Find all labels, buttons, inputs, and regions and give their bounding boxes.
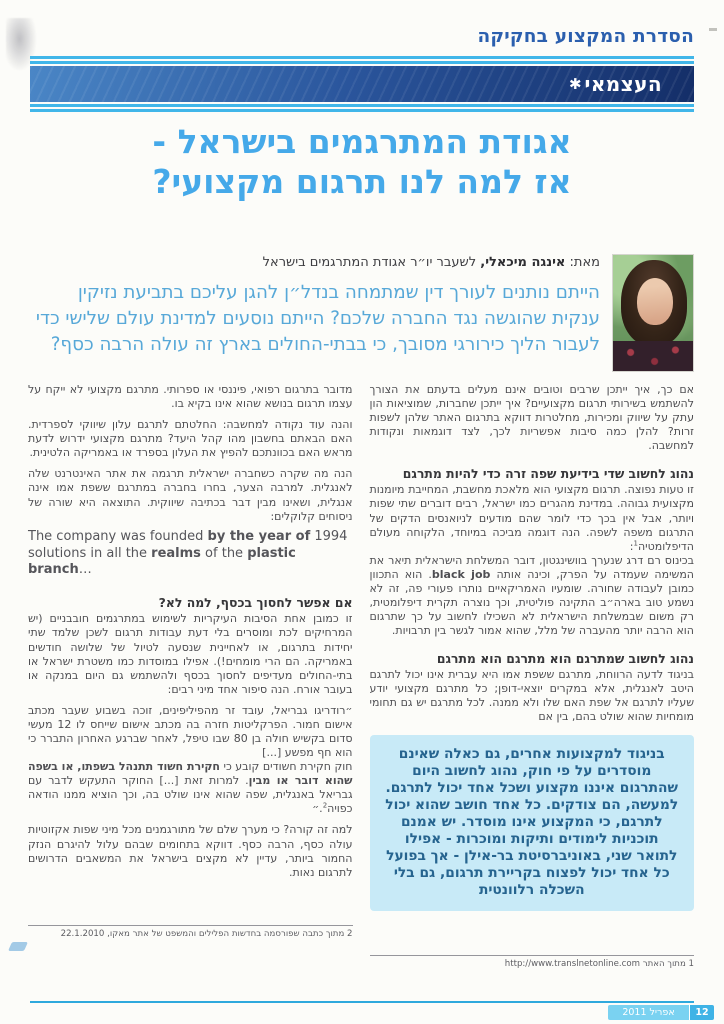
paragraph-colon: :: [629, 539, 634, 553]
footer-separator: [689, 1005, 690, 1020]
scan-mark-left-margin: [8, 942, 28, 951]
article-title-line2: אז למה לנו תרגום מקצועי?: [152, 162, 572, 202]
byline-prefix: מאת:: [569, 255, 600, 270]
subheading-language-knowledge: נהוג לחשוב שדי בידיעת שפה זרה כדי להיות מתרגם: [402, 466, 694, 482]
eng-text: …: [78, 562, 92, 578]
intro-text: [30, 254, 600, 372]
footnote-1: [370, 955, 695, 969]
photo-shirt-shape: [613, 341, 693, 371]
cyan-stripe: [30, 104, 694, 107]
footnote-1-marker: 1: [688, 959, 694, 969]
byline-author-name: אינגה מיכאלי,: [480, 255, 566, 270]
eng-bold: realms: [151, 545, 201, 561]
law-quote-post: . למרות זאת [...] החוקר התעקש לדבר עם גבריאל באנגלית, שפה שהוא אינו שולט בה, וכך הוציא ממנו הודאה כפויה: [28, 774, 353, 816]
eng-bold: by the year of: [207, 528, 311, 544]
body-paragraph: [370, 483, 695, 553]
masthead-banner: [30, 66, 694, 102]
footnote-ref-2: 2: [322, 801, 328, 810]
masthead-title: העצמאי: [584, 72, 662, 96]
body-paragraph-anecdote: [370, 554, 695, 638]
masthead-star-icon: ✱: [568, 74, 582, 93]
footer-bar: [608, 1005, 714, 1020]
body-paragraph: למה זה קורה? כי מערך שלם של מתורגמנים מכל מיני שפות אקזוטיות עולה כסף, הרבה כסף. דווקא בתחומים שבהם עלול להיגרם הנזק החמור ביותר, עדיין לא מקצים בישראל את המשאבים הדרושים לתרגום נאות.: [28, 823, 353, 879]
section-kicker: הסדרת המקצוע בחקיקה: [477, 26, 694, 47]
footnote-2: [28, 925, 353, 939]
body-paragraph: בניגוד לדעה הרווחת, מתרגם ששפת אמו היא עברית אינו יכול לתרגם היטב לאנגלית, אלא במקרים יוצאי-דופן; כל מתרגם מקצועי יודע שעליו לתרגם אל שפת האם שלו ולא ממנה. לכל מתרגם יש גם תחומי מומחיות שהוא שולט בהם, בין אם: [369, 668, 694, 724]
article-intro: [30, 254, 694, 372]
body-paragraph: מדובר בתרגום רפואי, פיננסי או ספרותי. מתרגם מקצועי לא ייקח על עצמו תרגום בנושא שהוא אינו בקיא בו.: [28, 383, 353, 411]
anecdote-bold-term: black job: [431, 567, 491, 581]
cyan-stripe: [30, 109, 694, 112]
english-quote-line2: [28, 546, 296, 578]
body-paragraph: הנה מה שקרה כשחברה ישראלית תרגמה את אתר האינטרנט שלה לאנגלית. למרבה הצער, בחרו בחברה במתרגם ששפת אמו אינה אנגלית, ושאינו מבין דבר בכתיבה שיווקית. התוצאה היא שורה של ניסוחים קלוקלים:: [28, 467, 353, 523]
scan-mark-top-right: [709, 28, 717, 31]
author-photo: [612, 254, 694, 372]
eng-text: of the: [200, 545, 248, 561]
cyan-stripe: [30, 56, 694, 59]
eng-text: 1994: [310, 528, 348, 544]
anecdote-post: . הוא התכוון כמובן לעבודה שחורה. שומעיו האמריקאיים נותרו פעורי פה, זה לא נשמע טוב בארה״ב התקינה פוליטית, וכך נוצרה תקרית דיפלומטית, רק משום שבמשלחת הישראלית לא השכילו לחשוב על כך שתרגום הוא הרבה יותר מהעברה של מלל, שהוא אמור לגשר בין תרבויות.: [369, 567, 694, 638]
footnote-ref-1: 1: [633, 539, 638, 548]
footer-rule: [30, 1001, 694, 1003]
anecdote-pre: בכינוס רם דרג שנערך בוושינגטון, דובר המשלחת הישראלית תיאר את המשימה שעמדה על הפרק, וכינה אותה: [369, 553, 694, 581]
highlight-box: בניגוד למקצועות אחרים, גם כאלה שאינם מוסדרים על פי חוק, נהוג לחשוב היום שהתרגום איננו מקצוע ושכל אחד יכול לתרגם. למעשה, הם צודקים. כל אחד חושב שהוא יכול לתרגם, כי המקצוע אינו מוסדר. יש אמנם תוכניות לימודים ותיקות ומוכרות - אפילו לתואר שני, באוניברסיטת בר-אילן - אך בפועל כל אחד יכול לפצוח בקריירת תרגום, גם בלי השכלה רלוונטית: [370, 735, 695, 912]
article-columns: [28, 383, 694, 969]
footnote-1-url-link[interactable]: http://www.translnetonline.com: [504, 959, 641, 969]
lead-paragraph: הייתם נותנים לעורך דין שמתמחה בנדל״ן להגן עליכם בתביעת נזיקין ענקית שהוגשה נגד החברה שלכם? הייתם נוסעים למדינת עולם שלישי כדי לעבור הליך כירורגי מסובך, כי בבתי-החולים בארץ זה עולה הרבה כסף?: [35, 282, 600, 356]
body-paragraph: זו כמובן אחת הסיבות העיקריות לשימוש במתרגמים חובבניים (יש המרחיקים לכת ומוסרים בלי דעת עבודות תרגום לשכן שלמד שתי יחידות בתרגום, או לאחיינית שנסעה לטיול של שלושה חודשים באמריקה. הם הרי מומחים!). אפילו במוסדות כמו משטרת ישראל או בתי-החולים מעדיפים לחסוך בכסף ולהשתמש גם היום במנקה או בעובר אורח. הנה סיפור אחד מיני רבים:: [28, 612, 353, 696]
footnote-2-text: מתוך כתבה שפורסמה בחדשות הפלילים והמשפט של אתר מאקו, 22.1.2010: [60, 929, 345, 939]
article-title-line1: אגודת המתרגמים בישראל -: [152, 122, 572, 161]
body-paragraph-law-quote: [28, 760, 353, 816]
article-title: [0, 122, 724, 203]
footnote-1-label: מתוך האתר: [642, 959, 686, 969]
masthead-band: [30, 56, 694, 112]
law-quote-bold: חקירת חשוד תתנהל בשפתו, או בשפה שהוא דובר או מבין: [28, 760, 353, 788]
paragraph-text: זו טעות נפוצה. תרגום מקצועי הוא מלאכת מחשבת, המחייבת מיומנות מקצועית גבוהה. במדינת מהגרים כמו ישראל, רבים דוברים שתי שפות ויותר, אבל אין בכך כדי לומר שהם מודעים לניואנסים הדקים של התרגום משפה לשפה. הנה דוגמה מביכה במיוחד, הלקוחה מעולם הדיפלומטיה: [369, 483, 694, 553]
subheading-save-money: אם אפשר לחסוך בכסף, למה לא?: [158, 595, 353, 611]
footnote-2-marker: 2: [347, 929, 353, 939]
eng-text: solutions in all the: [28, 545, 152, 561]
photo-face-shape: [637, 278, 673, 325]
body-paragraph-case-quote: ״רודריגו גבריאל, עובד זר מהפיליפינים, זוכה בשבוע שעבר מכתב אישום חמור. הפרקליטות חזרה בה מכתב אישום שייחס לו 12 מעשי סדום בקשיש חולה בן 80 שבו טיפל, לאחר שברגע האחרון התברר כי הוא חף מפשע [...]: [28, 703, 353, 760]
page-number: 12: [690, 1005, 714, 1020]
eng-bold: plastic branch: [28, 545, 296, 578]
byline: [30, 255, 600, 270]
english-quote-block: [28, 529, 353, 580]
law-quote-close: .״: [312, 802, 323, 816]
law-quote-pre: חוק חקירת חשודים קובע כי: [220, 760, 353, 774]
issue-date: אפריל 2011: [608, 1005, 689, 1020]
subheading-translator-is-translator: נהוג לחשוב שמתרגם הוא מתרגם הוא מתרגם: [436, 651, 694, 667]
body-paragraph: והנה עוד נקודה למחשבה: החלטתם לתרגם עלון שיווקי לספרדית. האם הבאתם בחשבון מהו קהל היעד? מתרגם מקצועי ידרוש לדעת מראש האם בכוונתכם להפיץ את העלון בספרד או באמריקה הלטינית.: [28, 418, 353, 460]
eng-text: The company was founded: [28, 528, 208, 544]
english-quote-line1: [28, 529, 347, 544]
column-left: [28, 383, 353, 969]
column-right: [370, 383, 695, 969]
body-paragraph: אם כך, איך ייתכן שרבים וטובים אינם מעלים בדעתם את הצורך להשתמש בשירותי תרגום מקצועיים? איך ייתכן שחברות, שמוציאות הון עתק על שיווק ומכירות, מחלטרות דווקא בתרגום האתר שלהן לשפות זרות? להלן כמה סיבות אפשריות לכך, לצד דוגמאות ונקודות למחשבה.: [369, 383, 694, 453]
byline-author-role: לשעבר יו״ר אגודת המתרגמים בישראל: [262, 255, 477, 270]
cyan-stripe: [30, 61, 694, 64]
